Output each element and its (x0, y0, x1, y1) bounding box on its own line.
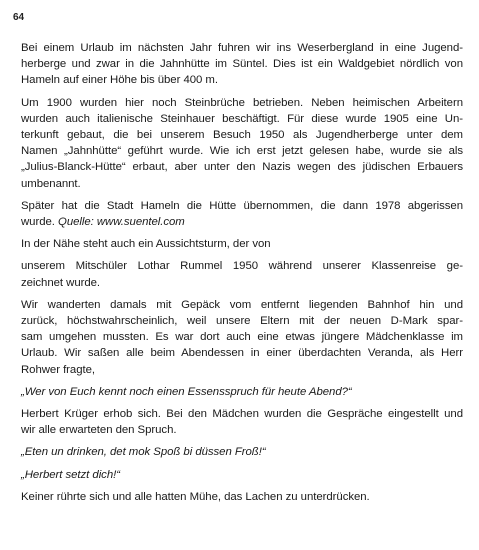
paragraph-lachen (21, 489, 463, 505)
paragraph-steinbrueche (21, 95, 463, 192)
text-line: herberge und zwar in die Jahnhütte im Süntel. Dies ist ein Waldgebiet nördlich von (21, 58, 463, 71)
paragraph-wanderung (21, 297, 463, 378)
paragraph-zeichnung (21, 258, 463, 290)
text-line: Keiner rührte sich und alle hatten Mühe, das Lachen zu unterdrücken. (21, 490, 370, 503)
text-line: In der Nähe steht auch ein Aussichtsturm, der von (21, 238, 271, 251)
text-line: wir alle erwarteten den Spruch. (21, 424, 177, 437)
paragraph-aussichtsturm (21, 236, 463, 252)
text-line: umbenannt. (21, 177, 81, 190)
text-line: Wir wanderten damals mit Gepäck vom entfernt liegenden Bahnhof hin und (21, 298, 463, 311)
text-line: terkunft gebaut, die bei unserem Besuch 1950 als Jugendherberge unter dem (21, 129, 463, 142)
text-line: „Herbert setzt dich!“ (21, 468, 120, 481)
page-number: 64 (13, 12, 25, 23)
text-line: Herbert Krüger erhob sich. Bei den Mädchen wurden die Gespräche eingestellt und (21, 408, 463, 421)
text-line: „Wer von Euch kennt noch einen Essensspruch für heute Abend?“ (21, 385, 352, 398)
text-fragment: wurde. (21, 216, 55, 229)
source-citation: Quelle: www.suentel.com (58, 216, 185, 229)
text-line: Rohwer fragte, (21, 363, 96, 376)
text-line: Namen „Jahnhütte“ geführt wurde. Wie ich erst jetzt gelesen habe, wurde sie als (21, 145, 463, 158)
text-line: Hameln auf einer Höhe bis über 400 m. (21, 74, 218, 87)
quote-herbert-setzt-dich (21, 467, 463, 483)
text-line: Später hat die Stadt Hameln die Hütte übernommen, die dann 1978 abgerissen (21, 199, 463, 212)
text-line: „Eten un drinken, det mok Spoß bi düssen Froß!“ (21, 446, 266, 459)
text-line: sam umgehen mussten. Es war dort auch eine etwas jüngere Mädchenklasse im (21, 331, 463, 344)
text-line: Urlaub. Wir saßen alle beim Abendessen in einer überdachten Veranda, als Herr (21, 347, 463, 360)
text-line: zeichnet wurde. (21, 276, 101, 289)
quote-spruch (21, 444, 463, 460)
text-line: wurden auch italienische Steinhauer beschäftigt. Für diese wurde 1905 eine Un- (21, 112, 463, 125)
text-line (21, 214, 463, 230)
text-line: Um 1900 wurden hier noch Steinbrüche betrieben. Neben heimischen Arbeitern (21, 96, 463, 109)
quote-essensspruch-frage (21, 384, 463, 400)
text-line: unserem Mitschüler Lothar Rummel 1950 während unserer Klassenreise ge- (21, 260, 463, 273)
paragraph-jugendherberge (21, 40, 463, 89)
body-text (21, 40, 463, 511)
text-line: zurück, höchstwahrscheinlich, weil unsere Eltern mit der neuen D-Mark spar- (21, 315, 463, 328)
text-line: „Julius-Blanck-Hütte“ erbaut, aber unter den Nazis wegen des jüdischen Erbauers (21, 161, 463, 174)
paragraph-herbert (21, 406, 463, 438)
text-line: Bei einem Urlaub im nächsten Jahr fuhren wir ins Weserbergland in eine Jugend- (21, 42, 463, 54)
paragraph-abriss (21, 198, 463, 230)
